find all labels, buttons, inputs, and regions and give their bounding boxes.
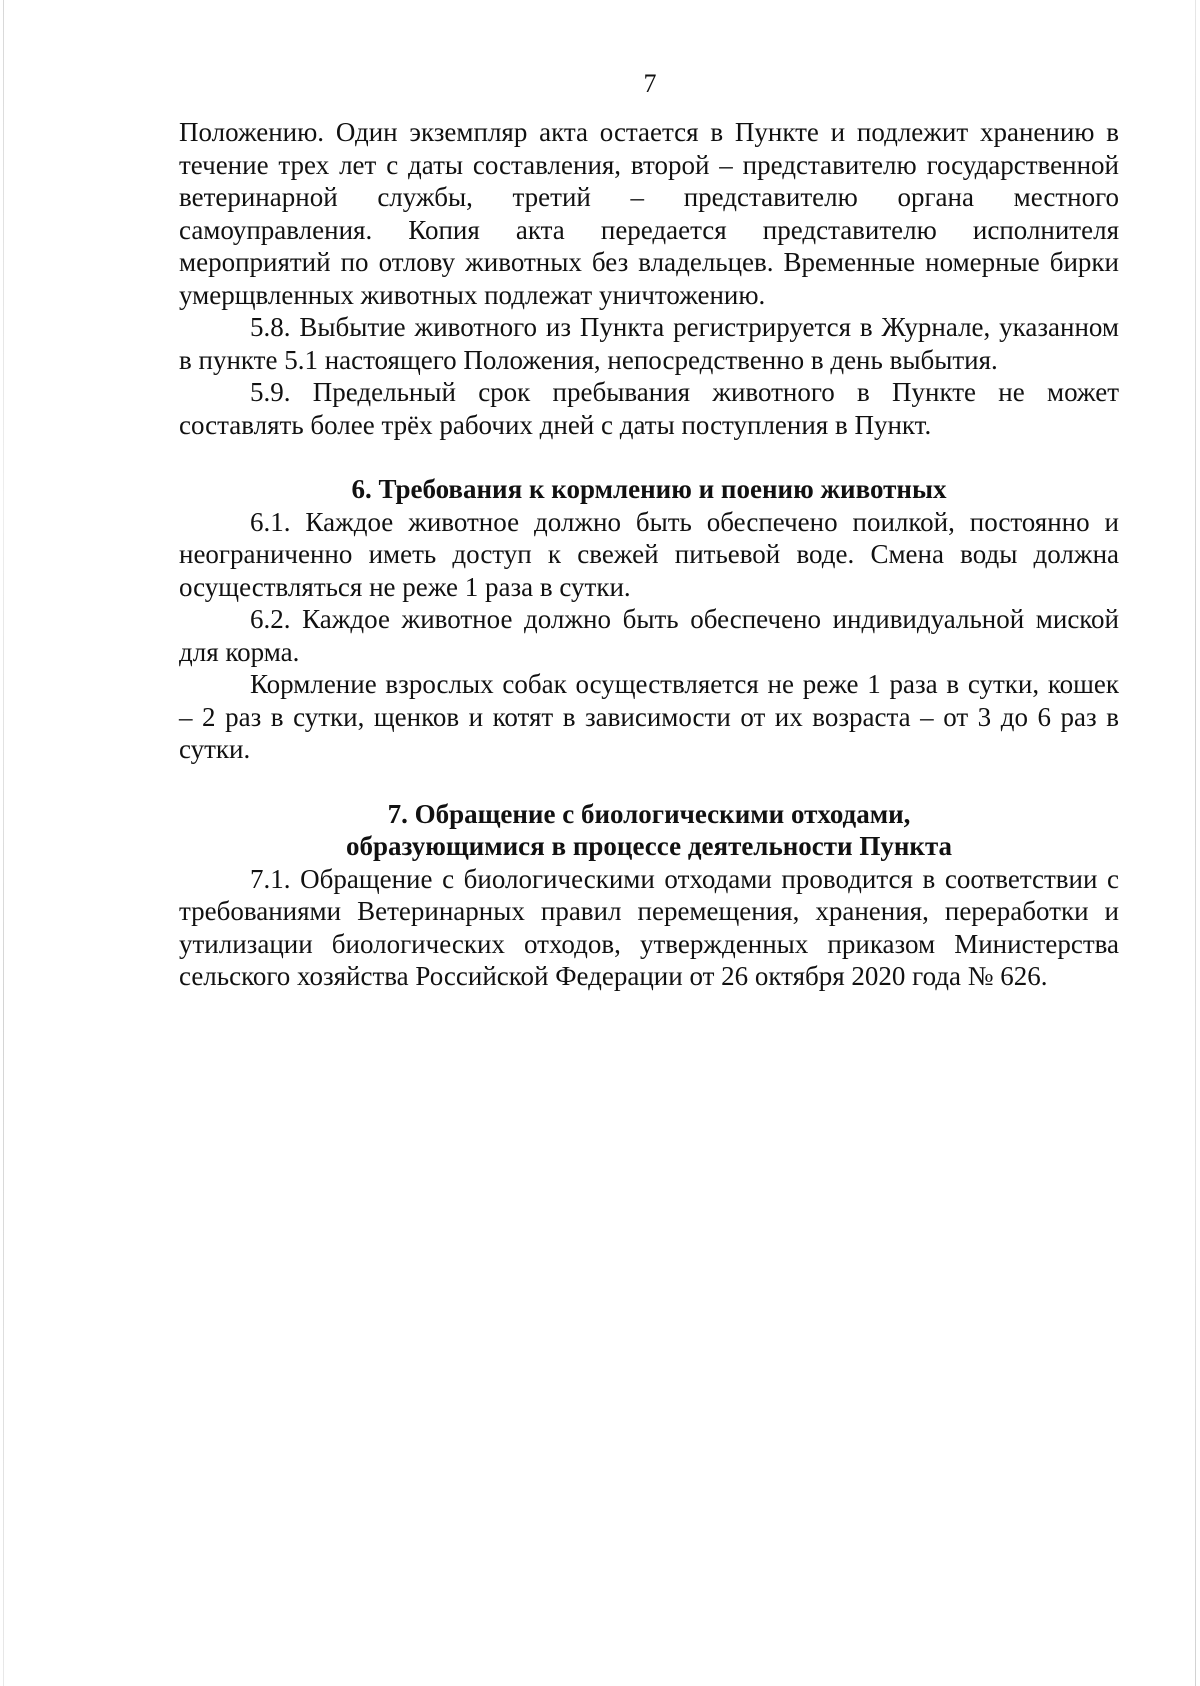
spacer (179, 766, 1119, 798)
page-number: 7 (643, 69, 657, 98)
paragraph-6-2: 6.2. Каждое животное должно быть обеспечено индивидуальной миской для корма. (179, 604, 1119, 667)
paragraph-feeding: Кормление взрослых собак осуществляется не реже 1 раза в сутки, кошек – 2 раз в сутки, щенков и котят в зависимости от их возраста – от 3 до 6 раз в сутки. (179, 669, 1119, 764)
paragraph-5-9: 5.9. Предельный срок пребывания животного в Пункте не может составлять более трёх рабочих дней с даты поступления в Пункт. (179, 377, 1119, 440)
scan-edge-right (1195, 0, 1196, 1686)
spacer (179, 441, 1119, 473)
paragraph-5-8: 5.8. Выбытие животного из Пункта регистрируется в Журнале, указанном в пункте 5.1 настоящего Положения, непосредственно в день выбытия. (179, 312, 1119, 375)
section-7-heading-line-2: образующимися в процессе деятельности Пункта (345, 831, 953, 861)
paragraph-7-1: 7.1. Обращение с биологическими отходами проводится в соответствии с требованиями Ветеринарных правил перемещения, хранения, переработки и утилизации биологических отходов, утвержденных приказом Министерства сельского хозяйства Российской Федерации от 26 октября 2020 года № 626. (179, 863, 1119, 991)
paragraph-5-7-continuation: Положению. Один экземпляр акта остается в Пункте и подлежит хранению в течение трех лет с даты составления, второй – представителю государственной ветеринарной службы, третий – представителю органа местного самоуправления. Копия акта передается представителю исполнителя мероприятий по отлову животных без владельцев. Временные номерные бирки умерщвленных животных подлежат уничтожению. (179, 117, 1119, 310)
document-body (179, 116, 1119, 993)
paragraph-6-1: 6.1. Каждое животное должно быть обеспечено поилкой, постоянно и неограниченно иметь доступ к свежей питьевой воде. Смена воды должна осуществляться не реже 1 раза в сутки. (179, 506, 1119, 602)
scan-edge-left (3, 0, 4, 1686)
section-7-heading-line-1: 7. Обращение с биологическими отходами, (387, 798, 911, 829)
section-6-heading: 6. Требования к кормлению и поению животных (351, 474, 947, 504)
